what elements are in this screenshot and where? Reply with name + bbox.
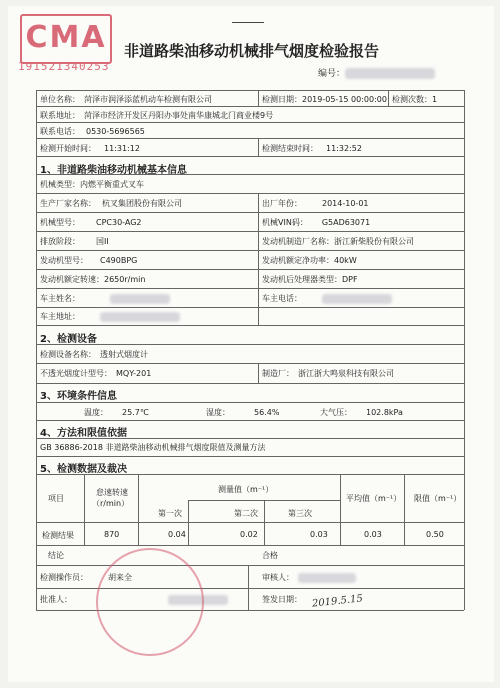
result-average: 0.03 bbox=[364, 530, 382, 539]
test-count: 检测次数：1 bbox=[392, 95, 438, 104]
owner-address: 车主地址： bbox=[40, 311, 180, 322]
machine-model: 机械型号： CPC30-AG2 bbox=[40, 218, 142, 227]
rule bbox=[36, 231, 464, 232]
start-time: 检测开始时间： 11:31:12 bbox=[40, 144, 140, 153]
rule bbox=[36, 545, 464, 546]
rule bbox=[36, 122, 464, 123]
result-label: 检测结果 bbox=[42, 531, 74, 540]
standard-basis: GB 36886-2018 非道路柴油移动机械排气烟度限值及测量方法 bbox=[40, 443, 266, 452]
redacted-address bbox=[100, 312, 180, 322]
rule bbox=[388, 90, 389, 106]
rule bbox=[36, 344, 464, 345]
emission-stage: 排放阶段： 国II bbox=[40, 237, 109, 246]
result-first: 0.04 bbox=[168, 530, 186, 539]
section-4-title: 4、方法和限值依据 bbox=[40, 428, 127, 439]
end-time: 检测结束时间： 11:32:52 bbox=[262, 144, 362, 153]
rule bbox=[36, 402, 464, 403]
rule bbox=[36, 106, 464, 107]
humidity: 湿度： 56.4% bbox=[206, 408, 280, 417]
header-item: 项目 bbox=[48, 494, 64, 503]
engine-maker: 发动机制造厂名称：浙江新柴股份有限公司 bbox=[262, 237, 414, 246]
result-second: 0.02 bbox=[240, 530, 258, 539]
result-limit: 0.50 bbox=[426, 530, 444, 539]
issue-date-label: 签发日期： bbox=[262, 595, 302, 604]
manufacturer: 生产厂家名称： 杭叉集团股份有限公司 bbox=[40, 199, 182, 208]
temperature: 温度： 25.7℃ bbox=[84, 408, 149, 417]
engine-speed: 发动机额定转速：2650r/min bbox=[40, 275, 146, 284]
owner-name: 车主姓名： bbox=[40, 293, 170, 304]
redacted-phone bbox=[322, 294, 392, 304]
engine-model: 发动机型号： C490BPG bbox=[40, 256, 138, 265]
cma-logo: CMA bbox=[20, 14, 112, 64]
equipment-maker: 制造厂： 浙江浙大鸣泉科技有限公司 bbox=[262, 369, 394, 378]
conclusion-value: 合格 bbox=[262, 551, 278, 560]
machine-vin: 机械VIN码： G5AD63071 bbox=[262, 218, 371, 227]
table-left bbox=[36, 90, 37, 610]
section-5-title: 5、检测数据及裁决 bbox=[40, 464, 127, 475]
header-second: 第二次 bbox=[234, 509, 258, 518]
aftertreatment-type: 发动机后处理器类型：DPF bbox=[262, 275, 358, 284]
rule bbox=[36, 269, 464, 270]
top-line bbox=[232, 22, 264, 23]
engine-power: 发动机额定净功率：40kW bbox=[262, 256, 357, 265]
manufacture-year: 出厂年份： 2014-10-01 bbox=[262, 199, 369, 208]
rule bbox=[36, 325, 464, 326]
conclusion-label: 结论 bbox=[48, 551, 64, 560]
rule bbox=[188, 500, 189, 545]
result-speed: 870 bbox=[104, 530, 120, 539]
rule bbox=[36, 156, 464, 157]
handwritten-date: 2019.5.15 bbox=[311, 593, 364, 610]
table-top bbox=[36, 90, 464, 91]
section-3-title: 3、环境条件信息 bbox=[40, 391, 117, 402]
rule bbox=[264, 500, 265, 545]
equipment-name: 检测设备名称： 透射式烟度计 bbox=[40, 350, 148, 359]
rule bbox=[248, 565, 249, 610]
report-number: 编号： bbox=[318, 66, 435, 79]
auditor: 审核人： bbox=[262, 572, 356, 583]
smoke-meter-model: 不透光烟度计型号： MQY-201 bbox=[40, 369, 152, 378]
rule bbox=[404, 474, 405, 545]
report-title: 非道路柴油移动机械排气烟度检验报告 bbox=[124, 42, 380, 60]
owner-phone: 车主电话： bbox=[262, 293, 392, 304]
rule bbox=[138, 474, 139, 545]
rule bbox=[258, 363, 259, 383]
header-speed-unit: （r/min） bbox=[92, 499, 130, 508]
header-average: 平均值（m⁻¹） bbox=[346, 494, 402, 503]
rule bbox=[36, 383, 464, 384]
header-measured: 测量值（m⁻¹） bbox=[218, 485, 274, 494]
rule bbox=[84, 474, 85, 545]
table-right bbox=[464, 90, 465, 610]
rule bbox=[258, 193, 259, 325]
unit-name: 单位名称： 菏泽市润泽添蓝机动车检测有限公司 bbox=[40, 95, 212, 104]
rule bbox=[36, 193, 464, 194]
rule bbox=[258, 90, 259, 106]
section-1-title: 1、非道路柴油移动机械基本信息 bbox=[40, 165, 187, 176]
header-third: 第三次 bbox=[288, 509, 312, 518]
section-2-title: 2、检测设备 bbox=[40, 334, 97, 345]
rule bbox=[36, 212, 464, 213]
rule bbox=[36, 565, 464, 566]
rule bbox=[36, 288, 464, 289]
header-speed: 怠速转速 bbox=[96, 488, 128, 497]
redacted-number bbox=[345, 68, 435, 79]
redacted-auditor bbox=[298, 573, 356, 583]
redacted-owner bbox=[110, 294, 170, 304]
rule bbox=[36, 363, 464, 364]
contact-phone: 联系电话： 0530-5696565 bbox=[40, 127, 145, 136]
pressure: 大气压： 102.8kPa bbox=[320, 408, 403, 417]
cma-number: 191521340253 bbox=[18, 60, 110, 73]
header-first: 第一次 bbox=[158, 509, 182, 518]
result-third: 0.03 bbox=[310, 530, 328, 539]
header-limit: 限值（m⁻¹） bbox=[414, 494, 462, 503]
operator: 检测操作员： 胡来全 bbox=[40, 573, 132, 582]
rule bbox=[36, 456, 464, 457]
test-date: 检测日期：2019-05-15 00:00:00 bbox=[262, 95, 387, 104]
rule bbox=[36, 522, 464, 523]
rule bbox=[36, 307, 464, 308]
rule bbox=[340, 474, 341, 545]
contact-address: 联系地址： 菏泽市经济开发区丹阳办事处南华康城北门商业楼9号 bbox=[40, 111, 274, 120]
rule bbox=[36, 420, 464, 421]
rule bbox=[36, 138, 464, 139]
approver: 批准人： bbox=[40, 594, 228, 605]
rule bbox=[258, 138, 259, 156]
machine-type: 机械类型：内燃平衡重式叉车 bbox=[40, 180, 144, 189]
official-seal bbox=[96, 548, 204, 656]
rule bbox=[36, 250, 464, 251]
